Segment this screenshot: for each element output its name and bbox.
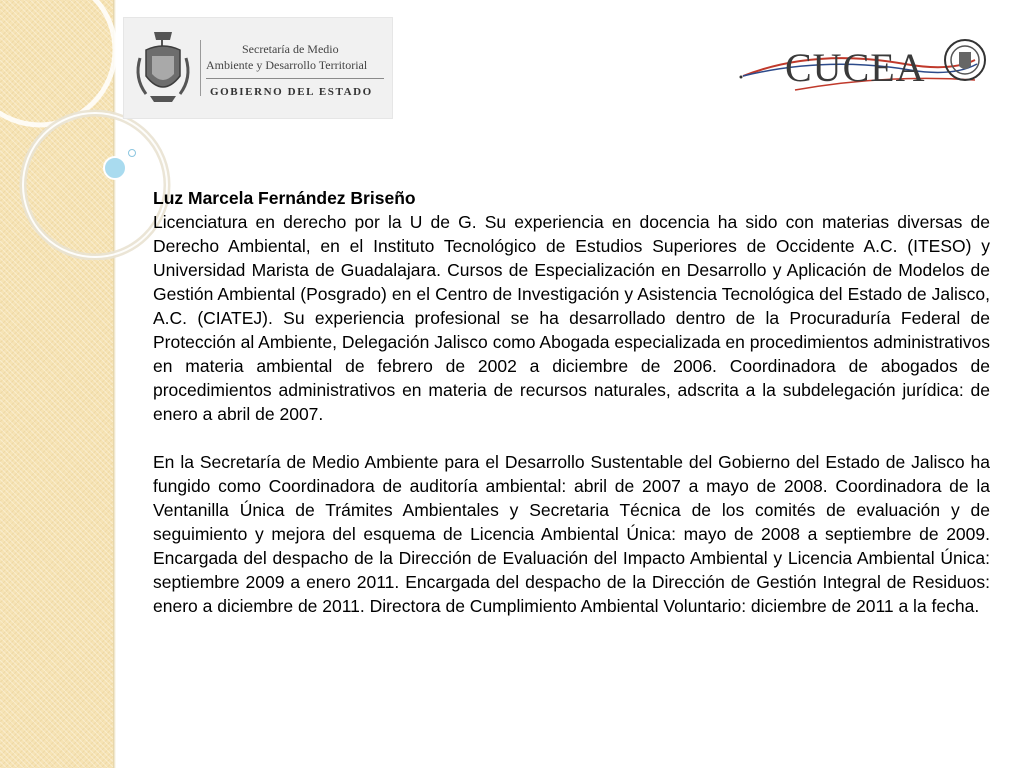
cucea-wordmark: CUCEA <box>785 45 926 90</box>
bio-paragraph-2: En la Secretaría de Medio Ambiente para el Desarrollo Sustentable del Gobierno del Estado de Jalisco ha fungido como Coordinadora de auditoría ambiental: abril de 2007 a mayo de 2008. Coordinadora de la Ventanilla Única de Trámites Ambientales y Secretaria Técnica de los comités de evaluación y de seguimiento y mejora del esquema de Licencia Ambiental Única: mayo de 2008 a septiembre de 2009. Encargada del despacho de la Dirección de Evaluación del Impacto Ambiental y Licencia Ambiental Única: septiembre 2009 a enero 2011. Encargada del despacho de la Dirección de Gestión Integral de Residuos: enero a diciembre de 2011. Directora de Cumplimiento Ambiental Voluntario: diciembre de 2011 a la fecha. <box>153 452 990 616</box>
bio-paragraph-1: Licenciatura en derecho por la U de G. Su experiencia en docencia ha sido con materias diversas de Derecho Ambiental, en el Instituto Tecnológico de Estudios Superiores de Occidente A.C. (ITESO) y Universidad Marista de Guadalajara. Cursos de Especialización en Desarrollo y Aplicación de Modelos de Gestión Ambiental (Posgrado) en el Centro de Investigación y Asistencia Tecnológica del Estado de Jalisco, A.C. (CIATEJ). Su experiencia profesional se ha desarrollado dentro de la Procuraduría Federal de Protección al Ambiente, Delegación Jalisco como Abogada especializada en procedimientos administrativos en materia ambiental de febrero de 2002 a diciembre de 2006. Coordinadora de abogados de procedimientos administrativos en materia de recursos naturales, adscrita a la subdelegación jurídica: de enero a abril de 2007. <box>153 212 990 424</box>
government-logo-line2: Ambiente y Desarrollo Territorial <box>206 58 368 72</box>
government-logo-line1: Secretaría de Medio <box>242 42 339 56</box>
government-logo <box>123 17 393 119</box>
person-name: Luz Marcela Fernández Briseño <box>153 188 416 208</box>
logo-divider <box>200 40 201 96</box>
cucea-logo <box>735 30 997 100</box>
government-logo-line3: GOBIERNO DEL ESTADO <box>210 86 373 98</box>
logo-rule <box>206 78 384 79</box>
bio-content <box>153 186 990 618</box>
state-coat-of-arms-icon <box>132 28 194 108</box>
